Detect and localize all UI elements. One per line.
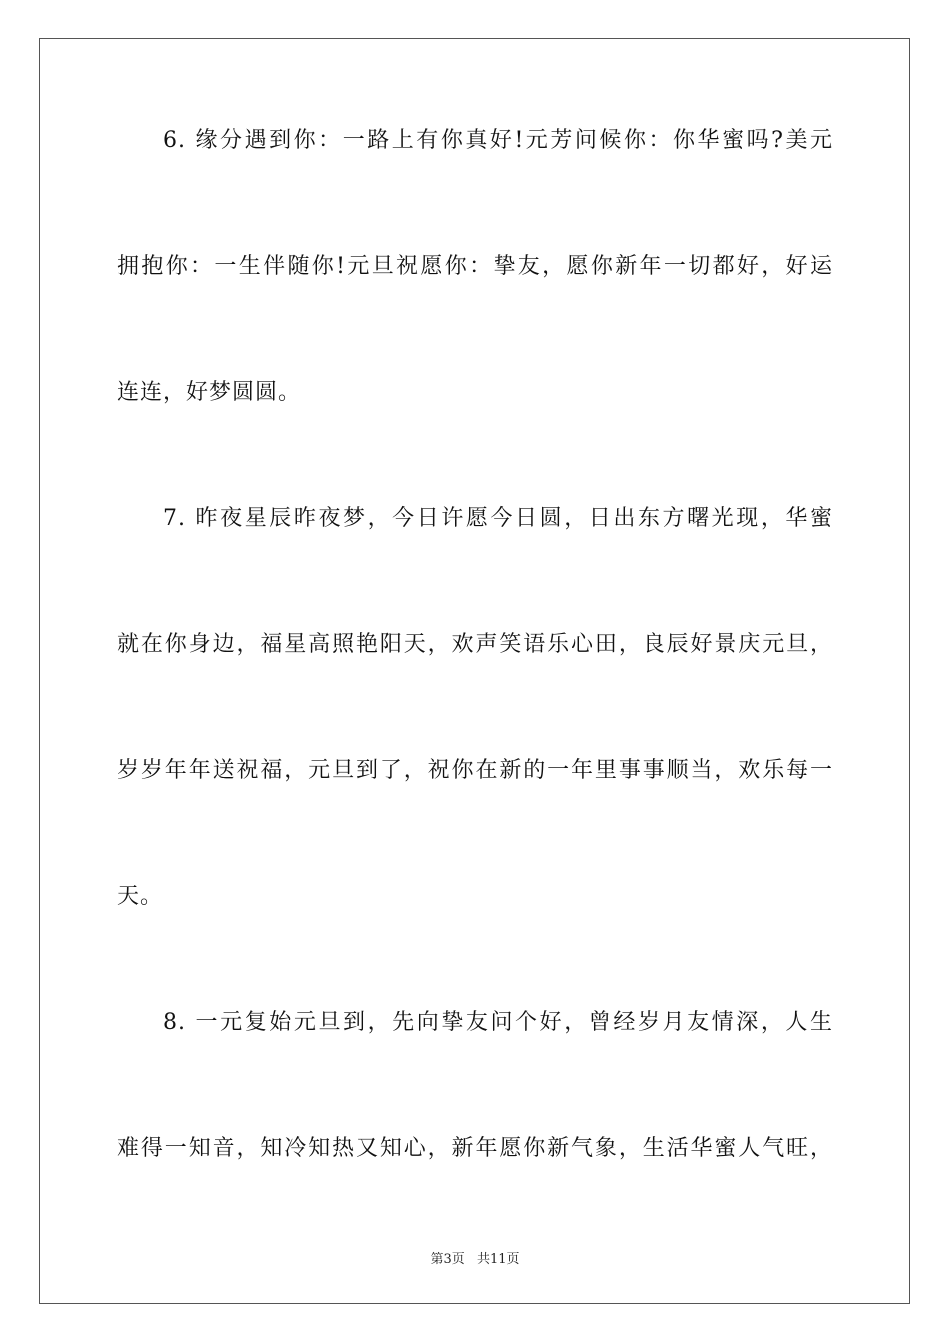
text-line: 就在你身边，福星高照艳阳天，欢声笑语乐心田，良辰好景庆元旦，	[117, 632, 833, 657]
paragraph-6	[117, 126, 833, 408]
text-line: 难得一知音，知冷知热又知心，新年愿你新气象，生活华蜜人气旺，	[117, 1136, 833, 1161]
text-line: 7. 昨夜星辰昨夜梦，今日许愿今日圆，日出东方曙光现，华蜜	[163, 506, 833, 531]
text-line: 8. 一元复始元旦到，先向挚友问个好，曾经岁月友情深，人生	[163, 1010, 833, 1035]
text-line: 连连，好梦圆圆。	[117, 380, 302, 405]
total-page-count: 共11页	[476, 1252, 520, 1267]
document-body	[117, 126, 833, 1164]
current-page-number: 第3页	[430, 1252, 465, 1267]
text-line: 岁岁年年送祝福，元旦到了，祝你在新的一年里事事顺当，欢乐每一	[117, 758, 833, 783]
paragraph-7	[117, 504, 833, 912]
paragraph-8	[117, 1008, 833, 1164]
page-footer	[0, 1248, 950, 1267]
text-line: 拥抱你：一生伴随你!元旦祝愿你：挚友，愿你新年一切都好，好运	[117, 254, 833, 279]
text-line: 天。	[117, 884, 164, 909]
text-line: 6. 缘分遇到你：一路上有你真好!元芳问候你：你华蜜吗?美元	[163, 128, 833, 153]
